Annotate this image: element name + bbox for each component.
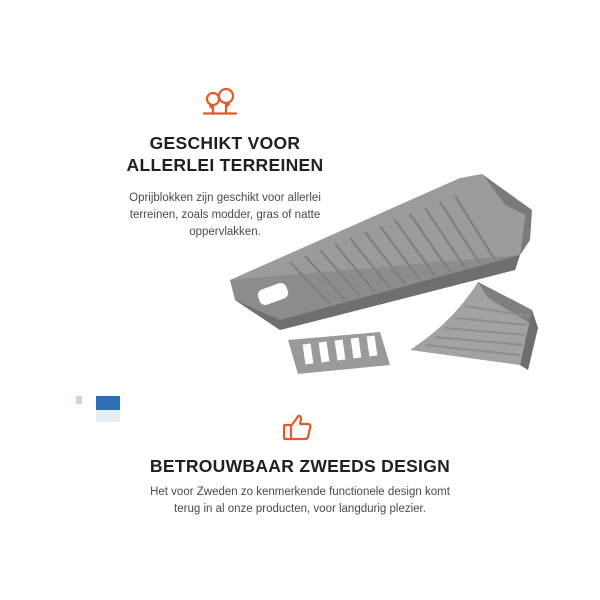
trees-terrain-icon (200, 84, 240, 118)
grip-plate-shape (288, 332, 390, 374)
thumbnail-image (76, 396, 120, 422)
section-body-line-2: terreinen, zoals modder, gras of natte (129, 209, 321, 221)
section-title-line-2: ALLERLEI TERREINEN (126, 155, 324, 175)
section2-body-line-2: terug in al onze producten, voor langdurig plezier. (174, 503, 426, 515)
section-title-line-1: GESCHIKT VOOR (149, 133, 301, 153)
product-image (220, 160, 560, 400)
section-body-line-1: Oprijblokken zijn geschikt voor allerlei (129, 192, 321, 204)
section2-body-line-1: Het voor Zweden zo kenmerkende functionele design komt (150, 486, 450, 498)
section-body-line-3: oppervlakken. (189, 226, 261, 238)
wheel-chock-shape (410, 282, 538, 370)
thumbs-up-icon (280, 410, 314, 444)
section-body-design (70, 484, 530, 518)
section-title-design: BETROUWBAAR ZWEEDS DESIGN (149, 456, 451, 476)
